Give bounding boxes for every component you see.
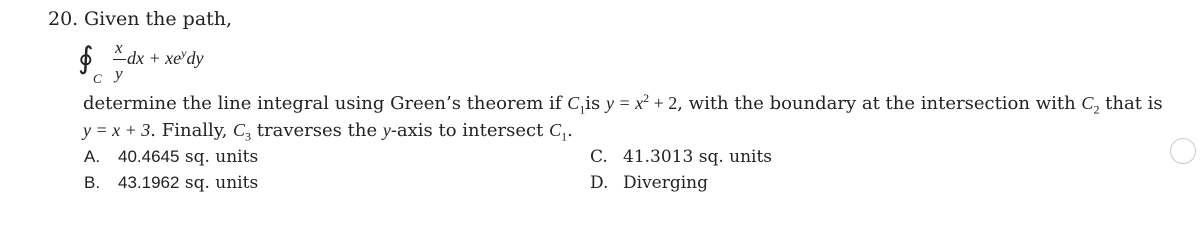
fraction-denominator: y [115, 64, 123, 83]
option-b[interactable] [84, 173, 258, 193]
option-d[interactable] [590, 173, 708, 193]
integrand-dx-term: dx + xe [127, 48, 182, 68]
text-segment: . Finally, [150, 120, 234, 141]
equation-line: y = x + 3 [83, 120, 151, 140]
text-segment: -axis to intersect [390, 120, 550, 141]
curve-c1-subscript: 1 [579, 102, 586, 117]
curve-c1: C [549, 120, 562, 140]
integrand-dy: dy [186, 48, 204, 68]
question-header [48, 8, 232, 30]
curve-c1: C [567, 93, 580, 113]
option-unit: sq. units [184, 147, 259, 167]
answer-radio-button[interactable] [1170, 138, 1196, 164]
curve-c2: C [1081, 93, 1094, 113]
y-axis-variable: y [382, 120, 391, 140]
equation-exponent: 2 [643, 91, 650, 105]
text-segment: , with the boundary at the intersection with [677, 93, 1082, 114]
option-a[interactable] [84, 147, 258, 167]
text-segment: traverses the [251, 120, 383, 141]
option-value: 43.1962 [118, 173, 180, 192]
fraction-bar [113, 59, 126, 60]
option-key: A. [84, 147, 101, 166]
option-key: B. [84, 173, 101, 192]
question-intro: Given the path, [84, 8, 233, 30]
text-segment: is [585, 93, 606, 114]
text-segment: . [567, 120, 573, 141]
option-c[interactable] [590, 147, 772, 167]
equation-parabola: y = x [605, 93, 644, 113]
equation-constant: + 2 [649, 93, 678, 113]
text-segment: that is [1099, 93, 1163, 114]
curve-c2-subscript: 2 [1093, 102, 1100, 117]
question-text-line-2 [83, 120, 573, 144]
fraction-numerator: x [115, 38, 123, 57]
option-unit: sq. units [184, 173, 259, 193]
text-segment: determine the line integral using Green’s theorem if [83, 93, 568, 114]
integrand-rest [127, 48, 203, 69]
option-value: 41.3013 [623, 147, 694, 167]
question-number: 20. [48, 8, 79, 30]
question-text-line-1 [83, 91, 1163, 117]
option-key: D. [590, 173, 609, 193]
curve-c3-subscript: 3 [245, 129, 252, 144]
option-value: 40.4645 [118, 147, 180, 166]
curve-c3: C [233, 120, 246, 140]
curve-c1-subscript: 1 [561, 129, 568, 144]
option-value: Diverging [623, 173, 709, 193]
integral-subscript: C [93, 71, 102, 86]
integrand-exponent: y [181, 46, 187, 60]
option-unit: sq. units [698, 147, 773, 167]
contour-integral-symbol: ∮ [78, 42, 94, 75]
option-key: C. [590, 147, 608, 167]
